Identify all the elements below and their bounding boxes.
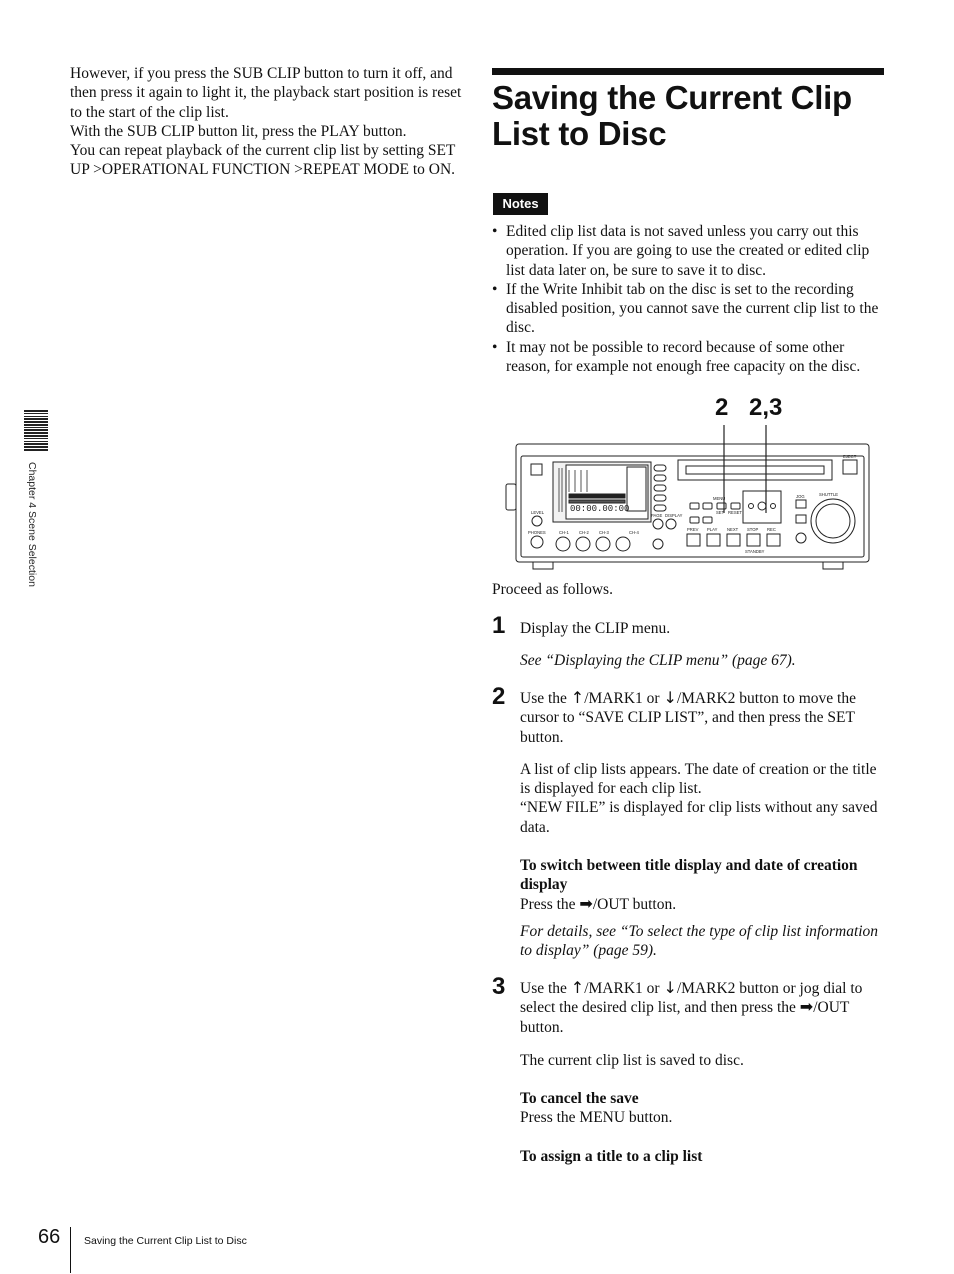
paragraph: However, if you press the SUB CLIP button to turn it off, and then press it again to light it, the playback start position is reset to the start of the clip list. — [70, 65, 462, 121]
up-arrow-icon: ↑ — [570, 978, 585, 997]
step-detail: A list of clip lists appears. The date of creation or the title is displayed for each clip list. — [520, 760, 877, 798]
note-item: • If the Write Inhibit tab on the disc is set to the recording disabled position, you cannot save the current clip list to the disc. — [492, 280, 887, 338]
step-number: 2 — [492, 683, 506, 710]
left-column — [70, 64, 462, 180]
paragraph: You can repeat playback of the current clip list by setting SET UP >OPERATIONAL FUNCTION >REPEAT MODE to ON. — [70, 142, 456, 179]
step-number: 1 — [492, 612, 506, 639]
step-number: 3 — [492, 973, 506, 1000]
step-detail: “NEW FILE” is displayed for clip lists without any saved data. — [520, 799, 878, 836]
next-label: NEXT — [727, 527, 739, 532]
display-label: DISPLAY — [665, 513, 683, 518]
right-arrow-icon: ➡ — [799, 997, 814, 1017]
menu-label: MENU — [713, 496, 726, 501]
chapter-label: Chapter 4 Scene Selection — [26, 462, 38, 587]
note-item: • It may not be possible to record because of some other reason, for example not enough free capacity on the disc. — [492, 338, 887, 377]
sub-text: Press the MENU button. — [520, 1109, 673, 1127]
text-run: /OUT button. — [592, 895, 677, 913]
text-run: Use the — [520, 690, 571, 707]
down-arrow-icon: ↓ — [663, 688, 677, 707]
callout-step-2-3: 2,3 — [749, 394, 783, 421]
right-arrow-icon: ➡ — [579, 893, 593, 913]
step-text — [520, 689, 885, 747]
down-arrow-icon: ↓ — [663, 978, 677, 997]
ch3-label: CH-3 — [599, 530, 609, 535]
up-arrow-icon: ↑ — [570, 688, 585, 707]
section-title: Saving the Current Clip List to Disc — [492, 79, 852, 152]
text-run: /MARK2 button to move the cursor to “SAVE CLIP LIST”, and then press the SET button. — [520, 690, 856, 746]
text-run: /MARK1 or — [584, 690, 664, 707]
step-1 — [520, 619, 885, 671]
text-run: /MARK2 button or jog dial to select the desired clip list, and then press the — [520, 980, 863, 1017]
sub-heading: To assign a title to a clip list — [520, 1147, 703, 1165]
sub-heading: To cancel the save — [520, 1090, 639, 1108]
cross-reference: For details, see “To select the type of clip list information to display” (page 59). — [520, 922, 879, 960]
page-number: 66 — [38, 1226, 61, 1248]
callout-step-2: 2 — [715, 394, 729, 421]
text-run: Use the — [520, 980, 571, 997]
phones-label: PHONES — [528, 530, 546, 535]
set-label: SET — [716, 510, 725, 515]
ch1-label: CH-1 — [559, 530, 569, 535]
deck-front-panel-illustration — [503, 418, 875, 573]
chapter-tab-marker — [24, 410, 48, 454]
ch2-label: CH-2 — [579, 530, 589, 535]
stop-label: STOP — [747, 527, 759, 532]
level-label: LEVEL — [531, 510, 545, 515]
sub-heading: To switch between title display and date of creation display — [520, 857, 858, 894]
standby-label: STANDBY — [745, 549, 765, 554]
eject-label: EJECT — [843, 454, 857, 459]
step-3 — [520, 979, 885, 1166]
notes-list — [492, 222, 887, 376]
running-footer: Saving the Current Clip List to Disc — [84, 1235, 247, 1247]
ch4-label: CH-4 — [629, 530, 639, 535]
title-rule — [492, 68, 884, 75]
play-label: PLAY — [707, 527, 718, 532]
prev-label: PREV — [687, 527, 699, 532]
procedure-intro: Proceed as follows. — [492, 581, 613, 598]
notes-badge: Notes — [493, 193, 548, 215]
sub-text — [520, 895, 885, 914]
step-2 — [520, 689, 885, 961]
step-text: Display the CLIP menu. — [520, 620, 671, 637]
reset-label: RESET — [728, 510, 742, 515]
page-label: PAGE — [651, 513, 663, 518]
text-run: /OUT button. — [520, 999, 850, 1036]
jog-label: JOG — [796, 494, 805, 499]
paragraph: With the SUB CLIP button lit, press the PLAY button. — [70, 122, 407, 140]
shuttle-label: SHUTTLE — [819, 492, 839, 497]
text-run: /MARK1 or — [584, 980, 664, 997]
footer-divider — [70, 1227, 71, 1273]
note-item: • Edited clip list data is not saved unless you carry out this operation. If you are going to use the created or edited clip list data later on, be sure to save it to disc. — [492, 222, 887, 280]
text-run: Press the — [520, 895, 580, 913]
rec-label: REC — [767, 527, 776, 532]
cross-reference: See “Displaying the CLIP menu” (page 67). — [520, 652, 796, 670]
step-detail: The current clip list is saved to disc. — [520, 1051, 744, 1069]
step-text — [520, 979, 885, 1037]
timecode-readout: 00:00.00:00 — [570, 504, 630, 514]
